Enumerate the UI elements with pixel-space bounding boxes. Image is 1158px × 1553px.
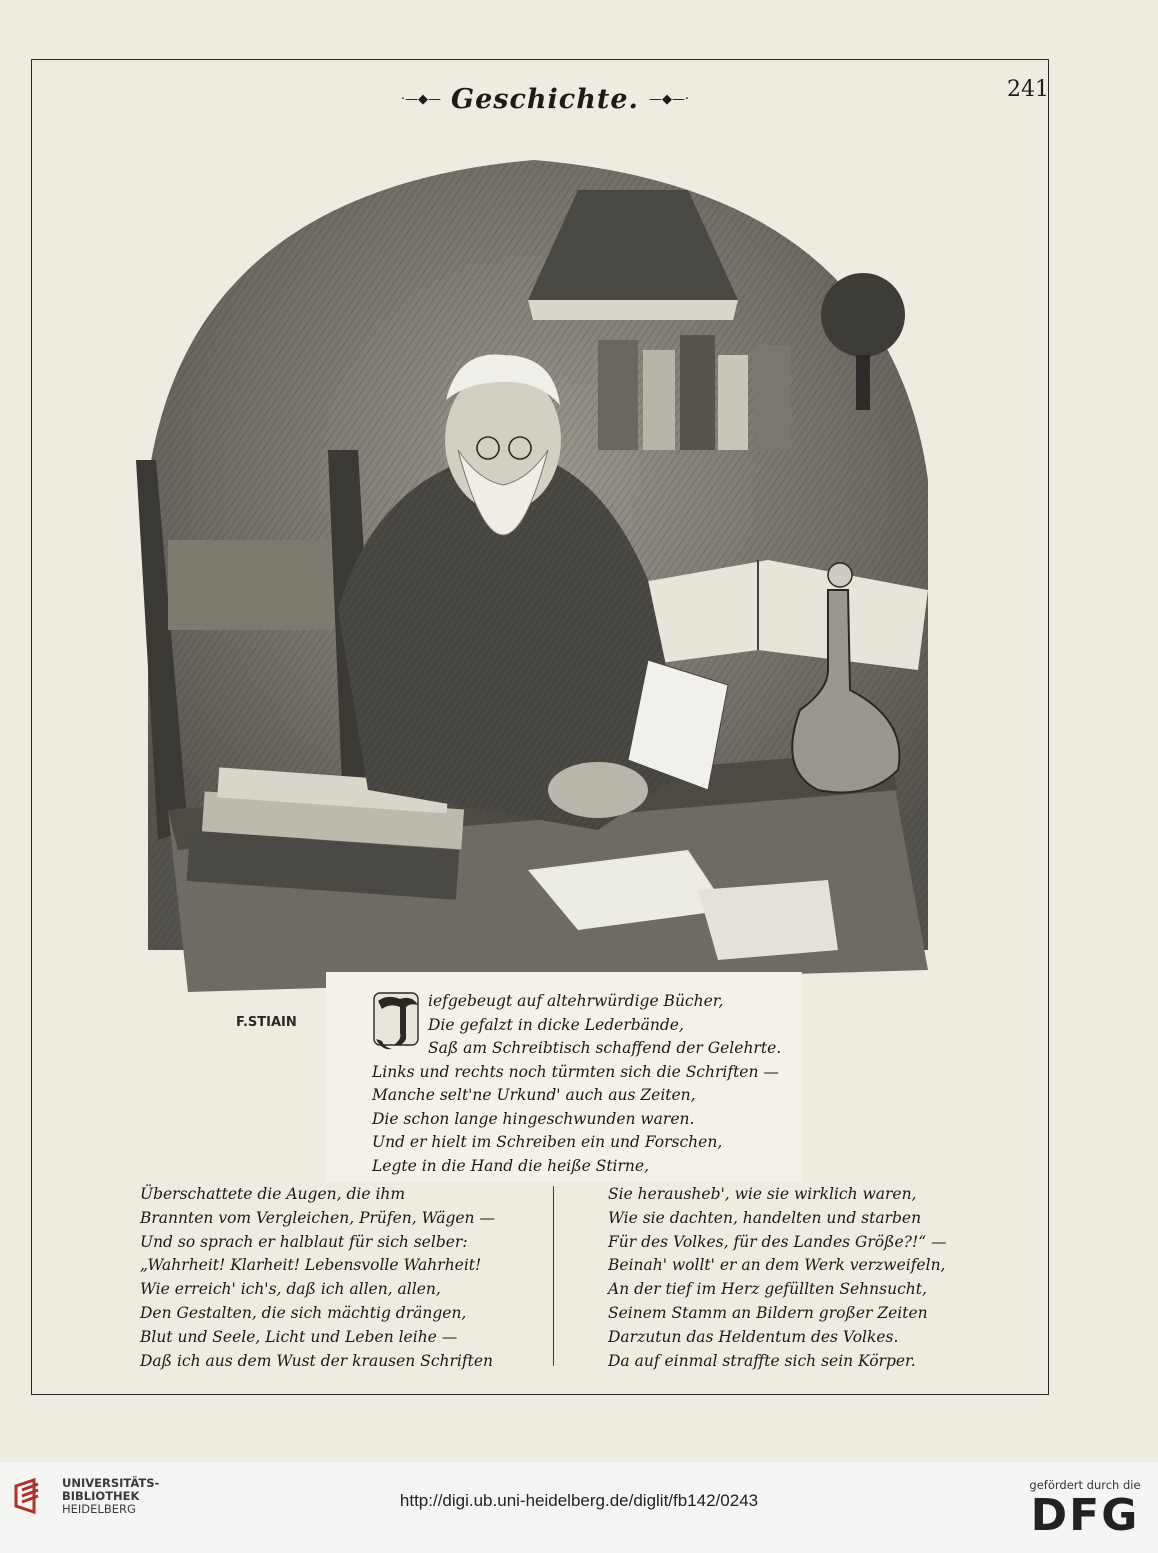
poem-line: An der tief im Herz gefüllten Sehnsucht,	[608, 1280, 927, 1299]
poem-line: Sie herausheb', wie sie wirklich waren,	[608, 1185, 917, 1203]
page-number: 241	[1007, 77, 1049, 102]
poem-line: Saß am Schreibtisch schaffend der Gelehrte.	[428, 1039, 782, 1057]
header-ornament-right: —◆—·	[648, 91, 690, 107]
funded-by-text: gefördert durch die	[1029, 1478, 1141, 1492]
poem-line: Wie erreich' ich's, daß ich allen, allen,	[140, 1280, 441, 1299]
poem-line: Den Gestalten, die sich mächtig drängen,	[140, 1303, 467, 1322]
funder-logo[interactable]	[1020, 1478, 1150, 1540]
poem-line: Überschattete die Augen, die ihm	[140, 1185, 406, 1203]
poem-line: Da auf einmal straffte sich sein Körper.	[608, 1351, 916, 1370]
poem-column-left	[140, 1183, 495, 1373]
poem-line: Wie sie dachten, handelten und starben	[608, 1208, 922, 1227]
poem-line: Und so sprach er halblaut für sich selber:	[140, 1232, 468, 1251]
poem-line: Darzutun das Heldentum des Volkes.	[608, 1327, 899, 1346]
poem-line: Und er hielt im Schreiben ein und Forschen,	[372, 1133, 723, 1151]
poem-line: Die gefalzt in dicke Lederbände,	[428, 1015, 684, 1034]
poem-line: Links und rechts noch türmten sich die Schriften —	[372, 1062, 779, 1081]
section-title: Geschichte.	[451, 83, 639, 115]
poem-line: Brannten vom Vergleichen, Prüfen, Wägen —	[140, 1208, 495, 1227]
poem-line: Beinah' wollt' er an dem Werk verzweifeln,	[608, 1256, 946, 1275]
poem-stanza-top	[372, 990, 781, 1178]
poem-line: Die schon lange hingeschwunden waren.	[372, 1109, 695, 1128]
poem-column-right	[608, 1183, 947, 1373]
poem-line: Seinem Stamm an Bildern großer Zeiten	[608, 1303, 928, 1322]
poem-line: Manche selt'ne Urkund' auch aus Zeiten,	[372, 1086, 696, 1104]
library-name-line2: BIBLIOTHEK	[62, 1488, 140, 1503]
column-divider	[553, 1186, 554, 1366]
header-ornament-left: ·—◆—	[400, 91, 442, 107]
running-header	[380, 84, 710, 114]
permalink-url[interactable]: http://digi.ub.uni-heidelberg.de/diglit/fb142/0243	[399, 1491, 759, 1510]
poem-line: Blut und Seele, Licht und Leben leihe —	[140, 1327, 458, 1346]
poem-line: Legte in die Hand die heiße Stirne,	[372, 1156, 649, 1175]
poem-line: Daß ich aus dem Wust der krausen Schriften	[140, 1351, 493, 1370]
library-name-line3: HEIDELBERG	[62, 1501, 136, 1516]
library-name-line1: UNIVERSITÄTS-	[62, 1475, 160, 1490]
poem-line: „Wahrheit! Klarheit! Lebensvolle Wahrheit!	[140, 1256, 482, 1275]
illustrator-signature: F.STIAIN	[236, 1015, 297, 1030]
dfg-wordmark: DFG	[1030, 1490, 1140, 1541]
poem-line: Für des Volkes, für des Landes Größe?!“ —	[608, 1232, 947, 1251]
poem-line: iefgebeugt auf altehrwürdige Bücher,	[428, 992, 724, 1010]
drop-cap-letter: T	[390, 1021, 397, 1032]
